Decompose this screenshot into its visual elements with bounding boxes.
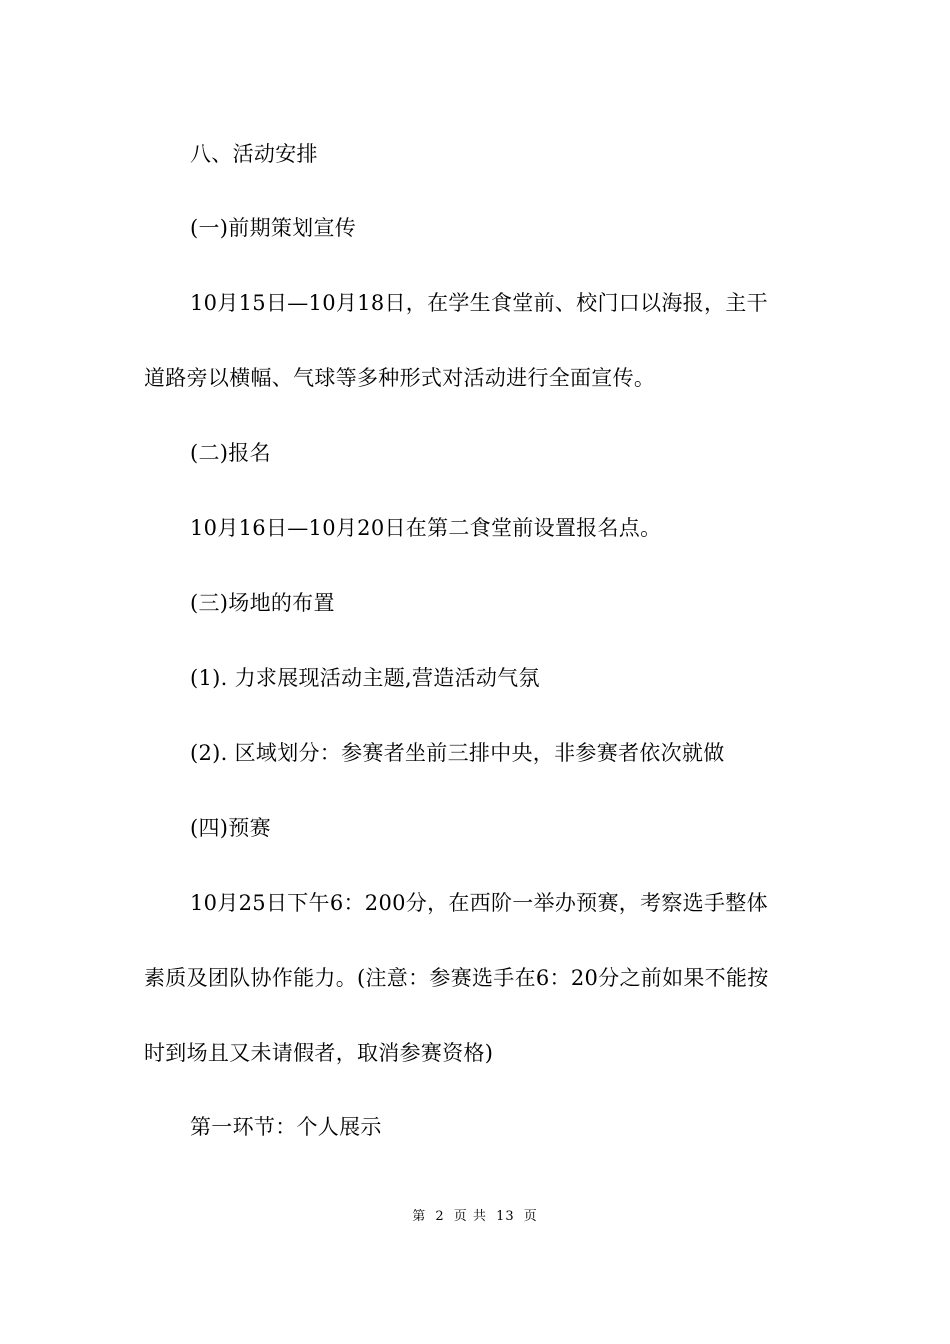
subheading-registration: (二)报名 <box>190 441 271 465</box>
footer-total-pages: 13 <box>496 1209 515 1224</box>
paragraph-line: 时到场且又未请假者，取消参赛资格) <box>144 1041 494 1065</box>
subheading-first-round: 第一环节：个人展示 <box>190 1115 382 1139</box>
list-item: (2). 区域划分：参赛者坐前三排中央，非参赛者依次就做 <box>190 741 725 765</box>
footer-suffix: 页 <box>523 1209 538 1224</box>
footer-middle: 页 共 <box>453 1209 487 1224</box>
paragraph-line: 素质及团队协作能力。(注意：参赛选手在6：20分之前如果不能按 <box>144 966 769 990</box>
paragraph-line: 10月16日—10月20日在第二食堂前设置报名点。 <box>190 516 662 540</box>
subheading-planning-promotion: (一)前期策划宣传 <box>190 216 357 240</box>
paragraph-line: 道路旁以横幅、气球等多种形式对活动进行全面宣传。 <box>144 366 656 390</box>
subheading-venue-layout: (三)场地的布置 <box>190 591 335 615</box>
footer-prefix: 第 <box>412 1209 427 1224</box>
list-item: (1). 力求展现活动主题,营造活动气氛 <box>190 666 540 690</box>
paragraph-line: 10月25日下午6：200分，在西阶一举办预赛，考察选手整体 <box>190 891 768 915</box>
section-heading-activity-arrangement: 八、活动安排 <box>190 142 318 166</box>
page-footer <box>0 1208 950 1226</box>
paragraph-line: 10月15日—10月18日，在学生食堂前、校门口以海报，主干 <box>190 291 768 315</box>
subheading-preliminary: (四)预赛 <box>190 816 271 840</box>
footer-current-page: 2 <box>435 1209 445 1224</box>
